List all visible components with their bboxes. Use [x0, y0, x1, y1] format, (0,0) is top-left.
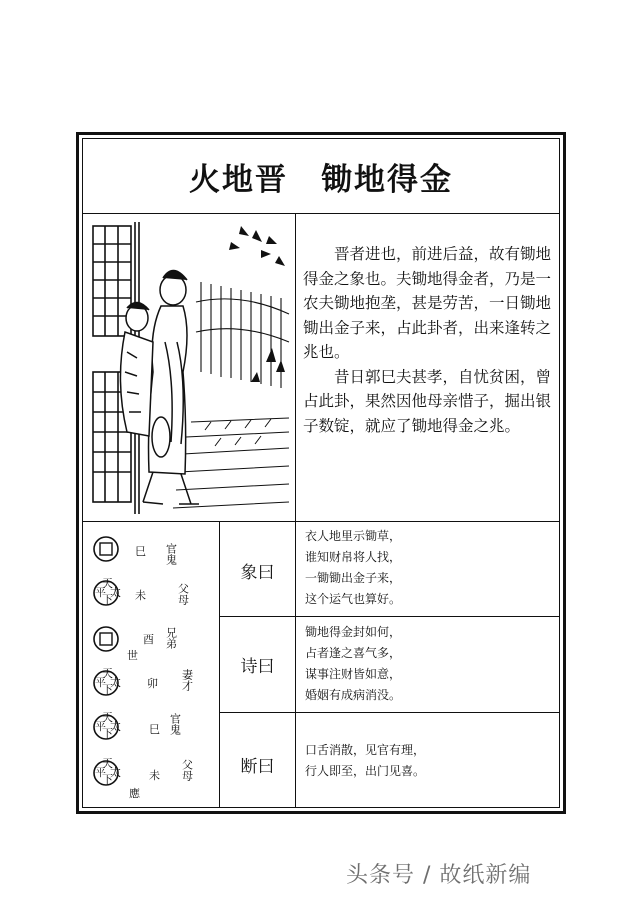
document-inner — [82, 138, 560, 808]
coin-char-bottom: 下 — [102, 727, 113, 740]
hexagram-coins — [91, 527, 217, 807]
line-1-branch: 巳 — [135, 545, 146, 558]
coin-char-left: 平 — [95, 720, 106, 733]
coin-line-4 — [94, 667, 194, 696]
line-5-branch: 巳 — [149, 723, 160, 736]
line-5-relation: 官鬼 — [168, 713, 182, 735]
divider-horizontal — [219, 712, 559, 713]
verse-line: 谁知财帛将人找， — [305, 550, 402, 564]
line-2-relation: 父母 — [176, 583, 190, 605]
coin-line-3 — [94, 627, 178, 662]
line-4-branch: 卯 — [147, 677, 158, 690]
section-verse-xiang — [305, 526, 565, 610]
line-3-relation: 兄弟 — [164, 627, 178, 649]
line-1-relation: 官鬼 — [164, 543, 178, 565]
coin-char-left: 平 — [95, 766, 106, 779]
section-label-duan: 断曰 — [240, 757, 275, 777]
section-verse-shi — [305, 622, 565, 706]
description-text — [303, 242, 561, 438]
section-verse-duan — [305, 740, 565, 782]
verse-line: 一锄锄出金子来， — [305, 571, 402, 585]
coin-char-right: 太 — [110, 766, 121, 779]
coin-char-bottom: 下 — [102, 683, 113, 696]
title-row — [83, 139, 559, 214]
coin-char-right: 太 — [110, 676, 121, 689]
verse-line: 行人即至，出门见喜。 — [305, 764, 426, 778]
divider-vertical — [295, 214, 296, 521]
verse-line: 锄地得金封如何， — [305, 625, 402, 639]
coin-char-left: 平 — [95, 676, 106, 689]
document-frame — [76, 132, 566, 814]
watermark: 头条号 / 故纸新编 — [346, 863, 532, 888]
coin-line-1 — [94, 537, 178, 565]
section-label-shi: 诗曰 — [240, 657, 275, 677]
coin-char-bottom: 下 — [102, 773, 113, 786]
story-row — [83, 214, 559, 522]
coin-line-2 — [94, 577, 190, 606]
description-paragraph-1: 晋者进也，前进后益，故有锄地得金之象也。夫锄地得金者，乃是一农夫锄地抱垄，甚是劳苦，一日锄地锄出金子来，占此卦者，出来逢转之兆也。 — [303, 245, 552, 361]
line-2-branch: 未 — [135, 589, 146, 602]
coin-char-right: 太 — [110, 720, 121, 733]
bottom-section — [83, 522, 559, 807]
line-6-branch: 未 — [149, 769, 160, 782]
coin-char-top: 天 — [102, 711, 113, 724]
coin-char-top: 天 — [102, 667, 113, 680]
coin-line-6 — [94, 757, 194, 800]
coin-char-left: 平 — [95, 586, 106, 599]
line-3-branch: 酉 — [143, 633, 154, 646]
description-paragraph-2: 昔日郭巳夫甚孝，自忧贫困，曾占此卦，果然因他母亲惜子，掘出银子数锭，就应了锄地得金之兆。 — [303, 367, 552, 435]
coin-line-5 — [94, 711, 182, 740]
verse-line: 口舌消散，见官有理， — [305, 743, 426, 757]
section-label-xiang: 象曰 — [240, 563, 275, 583]
coin-char-top: 天 — [102, 757, 113, 770]
line-6-relation: 父母 — [180, 759, 194, 781]
woodcut-illustration — [91, 222, 291, 514]
line-3-marker: 世 — [127, 649, 138, 662]
divider-horizontal — [219, 616, 559, 617]
verse-line: 占者逢之喜气多， — [305, 646, 402, 660]
coin-char-bottom: 下 — [102, 593, 113, 606]
verse-line: 婚姻有成病消没。 — [305, 688, 402, 702]
coin-char-right: 太 — [110, 586, 121, 599]
line-4-relation: 妻才 — [180, 669, 194, 691]
coin-char-top: 天 — [102, 577, 113, 590]
page-title: 火地晋 锄地得金 — [189, 161, 453, 198]
line-6-marker: 應 — [129, 787, 140, 800]
verse-line: 这个运气也算好。 — [305, 592, 402, 606]
verse-line: 谋事注财皆如意， — [305, 667, 402, 681]
verse-line: 衣人地里示锄草， — [305, 529, 402, 543]
divider-vertical — [295, 522, 296, 807]
